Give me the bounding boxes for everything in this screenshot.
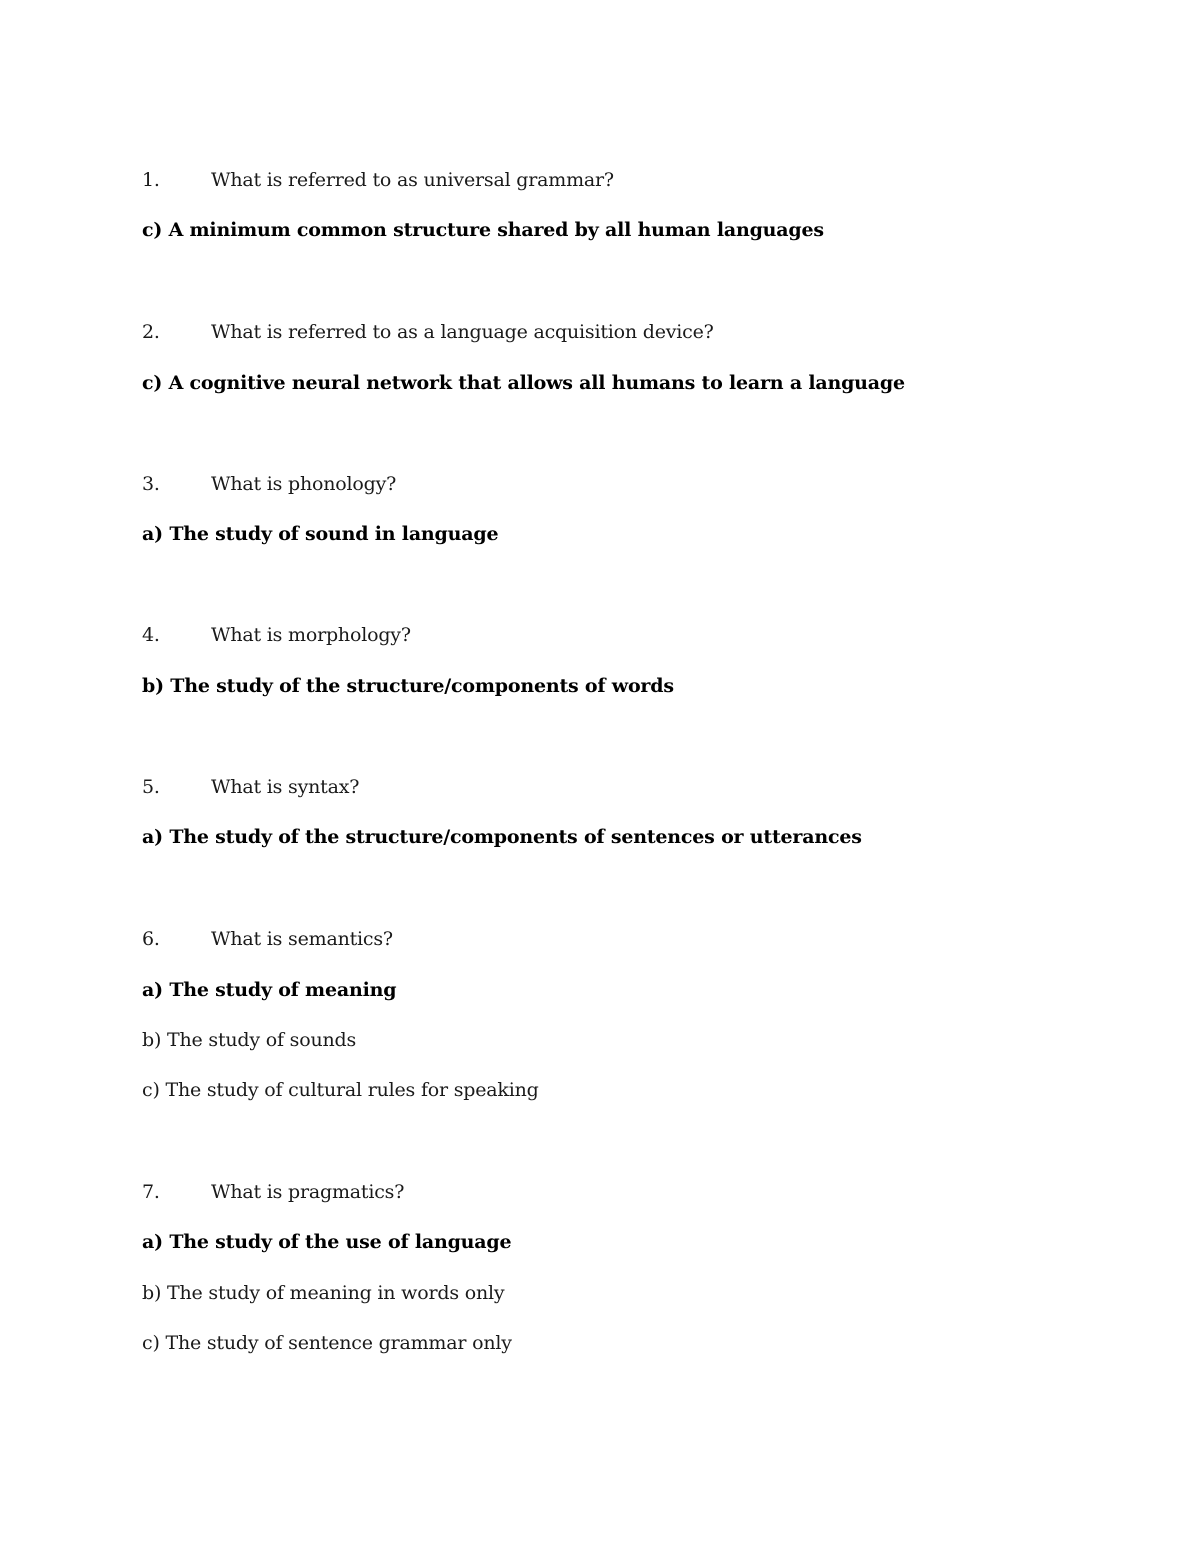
answer-6: a) The study of meaning <box>142 979 397 1001</box>
question-text: What is referred to as a language acquisition device? <box>211 321 714 343</box>
question-text: What is syntax? <box>211 776 360 798</box>
answer-3: a) The study of sound in language <box>142 523 499 545</box>
answer-5: a) The study of the structure/components of sentences or utterances <box>142 826 862 848</box>
option-6c: c) The study of cultural rules for speaking <box>142 1079 539 1101</box>
question-text: What is phonology? <box>211 473 397 495</box>
question-4 <box>142 622 411 648</box>
answer-7: a) The study of the use of language <box>142 1231 512 1253</box>
question-2 <box>142 319 714 345</box>
question-5 <box>142 774 359 800</box>
question-text: What is morphology? <box>211 624 411 646</box>
question-3 <box>142 471 396 497</box>
question-1 <box>142 167 614 193</box>
question-text: What is semantics? <box>211 928 393 950</box>
question-6 <box>142 926 393 952</box>
question-text: What is referred to as universal grammar? <box>211 169 614 191</box>
question-number: 5. <box>142 776 160 798</box>
question-number: 4. <box>142 624 160 646</box>
question-text: What is pragmatics? <box>211 1181 405 1203</box>
question-number: 7. <box>142 1181 160 1203</box>
answer-4: b) The study of the structure/components of words <box>142 675 674 697</box>
question-number: 2. <box>142 321 160 343</box>
question-number: 6. <box>142 928 160 950</box>
answer-2: c) A cognitive neural network that allows all humans to learn a language <box>142 372 905 394</box>
option-7c: c) The study of sentence grammar only <box>142 1332 512 1354</box>
question-number: 3. <box>142 473 160 495</box>
option-6b: b) The study of sounds <box>142 1029 357 1051</box>
question-7 <box>142 1179 404 1205</box>
option-7b: b) The study of meaning in words only <box>142 1282 505 1304</box>
answer-1: c) A minimum common structure shared by all human languages <box>142 219 824 241</box>
question-number: 1. <box>142 169 160 191</box>
